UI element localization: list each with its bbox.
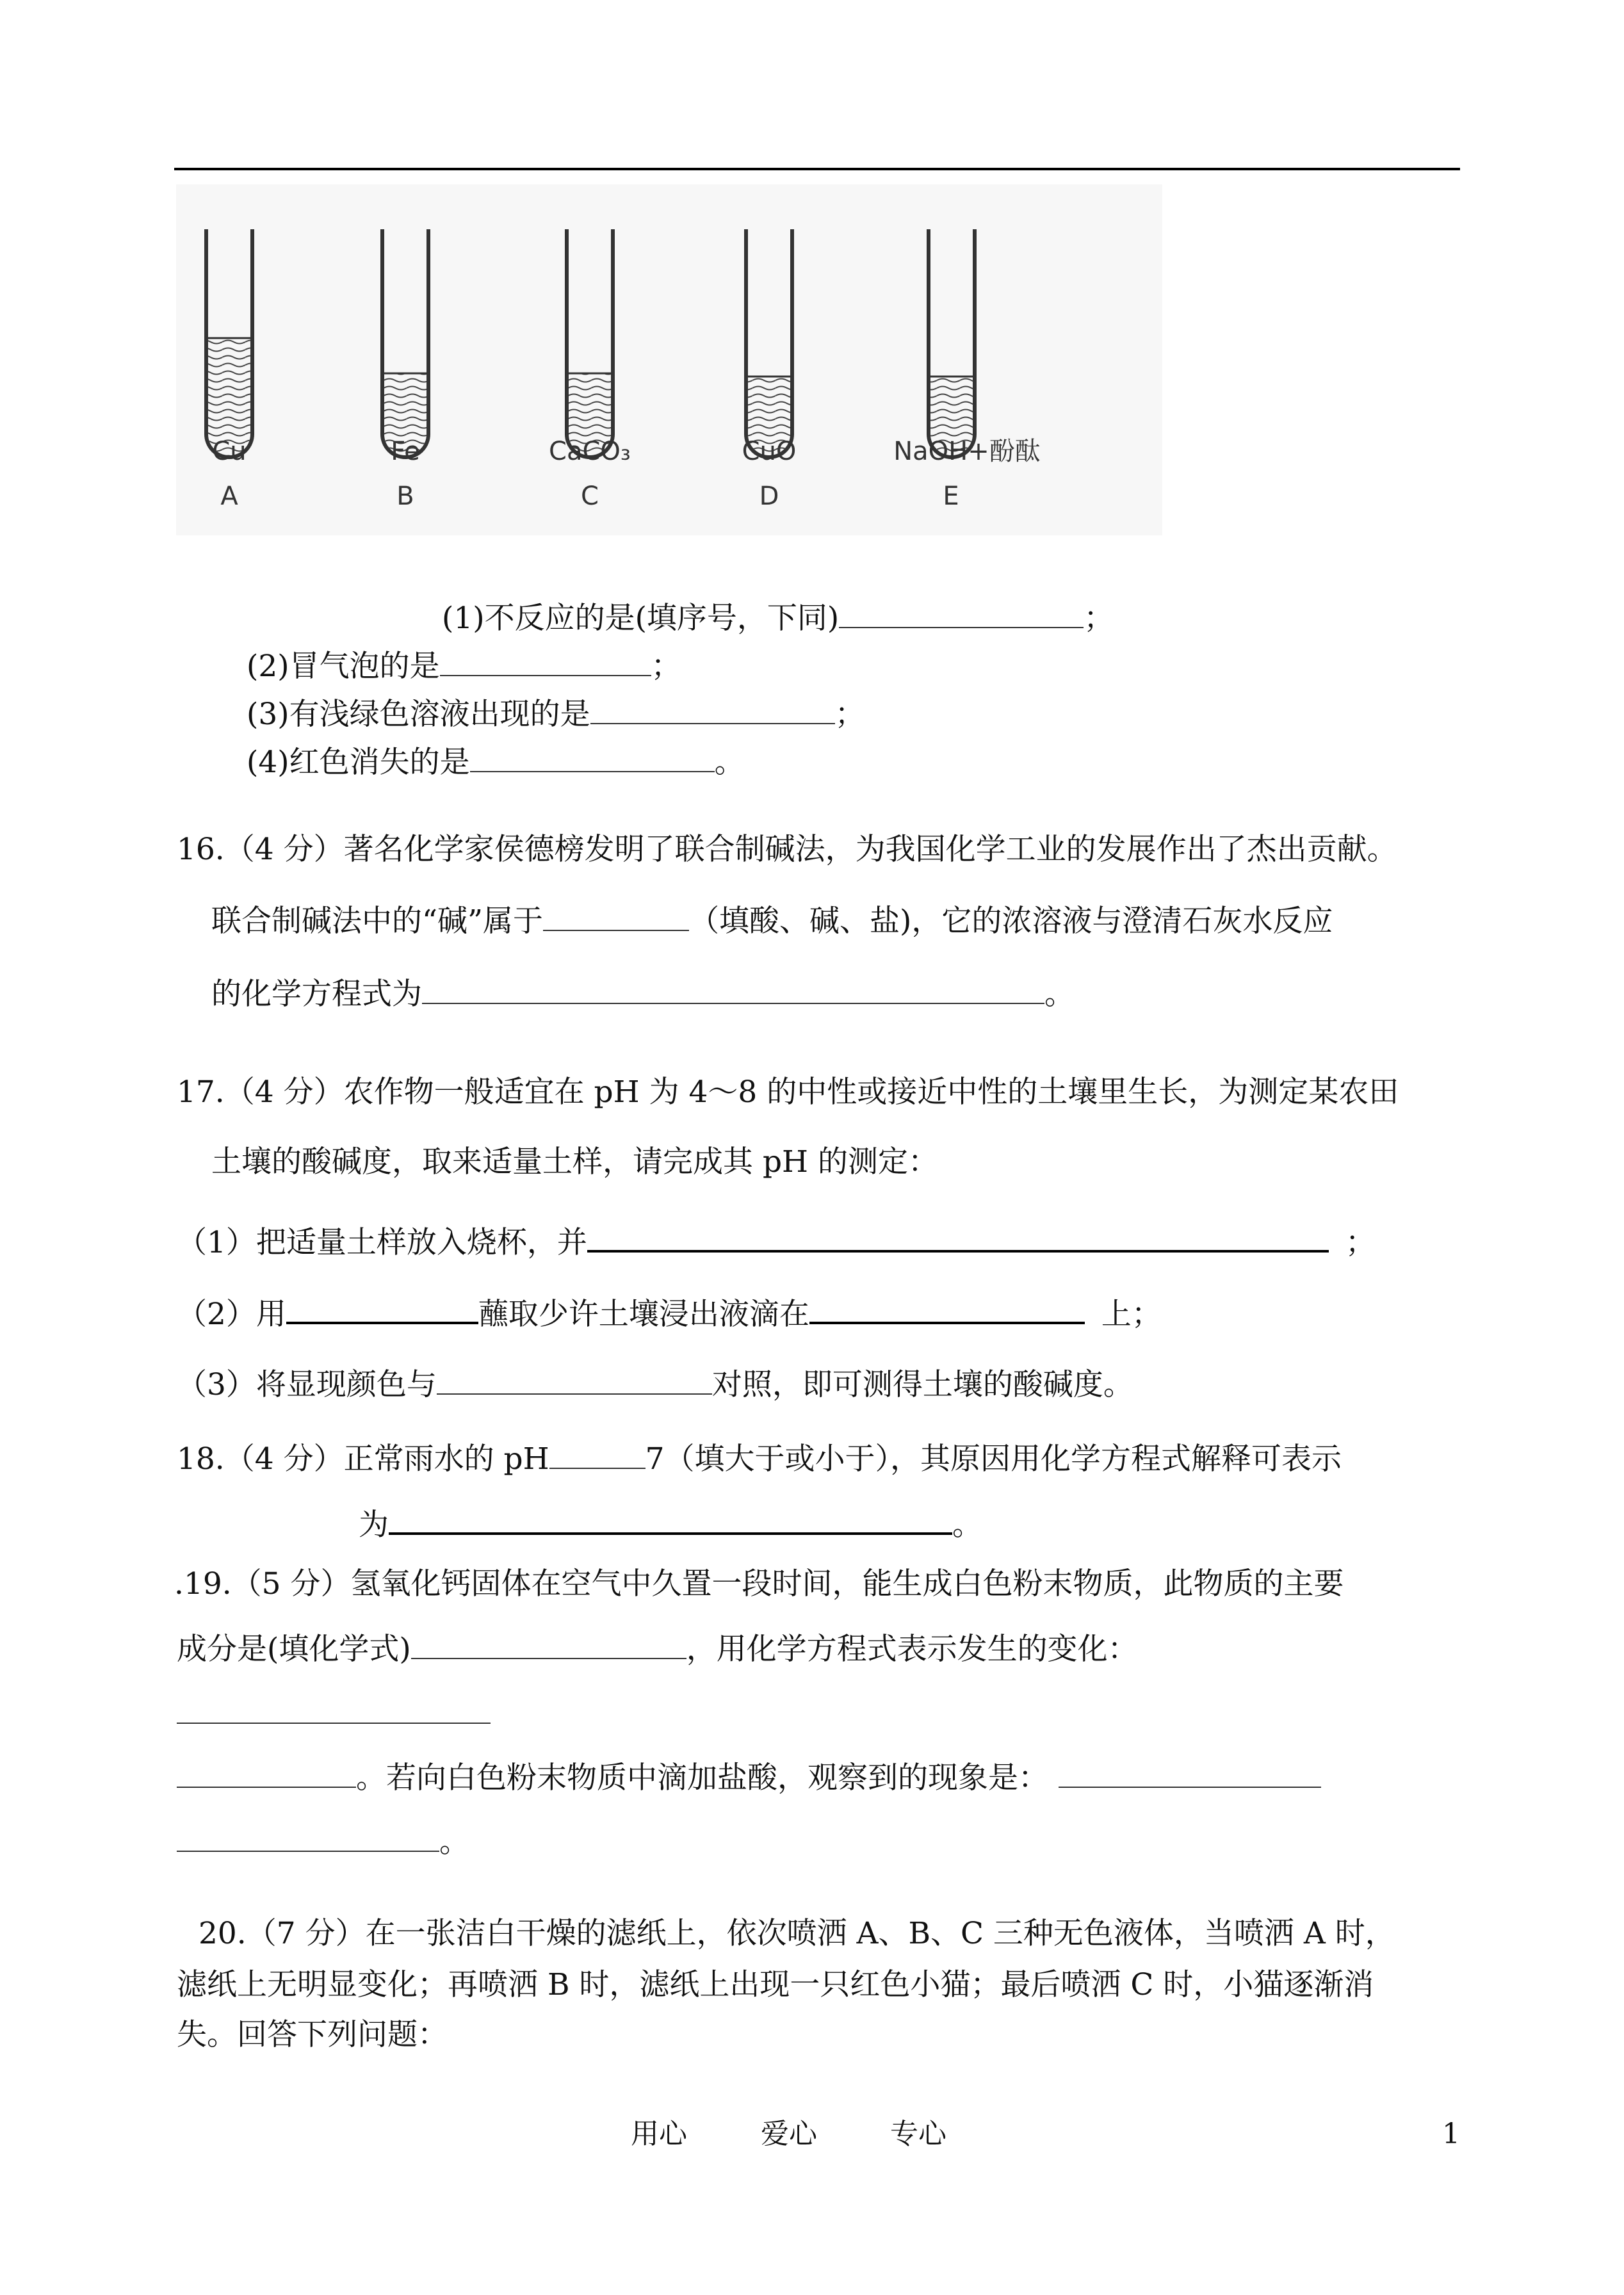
q15-item-2: (2)冒气泡的是 ； bbox=[247, 647, 681, 686]
tube-b-substance: Fe bbox=[391, 437, 420, 466]
page-number: 1 bbox=[1442, 2118, 1460, 2150]
q17-step-1: （1）把适量土样放入烧杯，并 ； bbox=[177, 1222, 1376, 1262]
tube-a-letter: A bbox=[220, 482, 238, 511]
q19-line-2: 成分是(填化学式) ，用化学方程式表示发生的变化： bbox=[177, 1630, 1138, 1669]
tube-b-letter: B bbox=[396, 482, 414, 511]
footer-motto-3: 专心 bbox=[890, 2118, 946, 2150]
q19-line-1: .19.（5 分）氢氧化钙固体在空气中久置一段时间，能生成白色粉末物质，此物质的主要 bbox=[174, 1566, 1344, 1602]
q18-blank-1[interactable] bbox=[549, 1439, 646, 1469]
q15-blank-2[interactable] bbox=[440, 647, 651, 676]
tube-d-substance: CuO bbox=[742, 437, 797, 466]
q17-blank-4[interactable] bbox=[437, 1365, 712, 1395]
q19-line-4: 。若向白色粉末物质中滴加盐酸，观察到的现象是： bbox=[177, 1758, 1321, 1797]
q20-line-3: 失。回答下列问题： bbox=[177, 2017, 448, 2052]
footer-motto-2: 爱心 bbox=[761, 2118, 817, 2150]
tube-e-substance: NaOH+酚酞 bbox=[893, 437, 1041, 466]
q16-line-1: 16.（4 分）著名化学家侯德榜发明了联合制碱法，为我国化学工业的发展作出了杰出贡献。 bbox=[177, 832, 1397, 867]
q19-blank-5[interactable] bbox=[177, 1822, 439, 1852]
q18-blank-2[interactable] bbox=[389, 1504, 952, 1535]
q20-line-1: 20.（7 分）在一张洁白干燥的滤纸上，依次喷洒 A、B、C 三种无色液体，当喷洒 A 时， bbox=[199, 1916, 1395, 1951]
tube-c-letter: C bbox=[581, 482, 599, 511]
test-tubes-figure bbox=[176, 184, 1162, 535]
q17-blank-2[interactable] bbox=[286, 1293, 478, 1324]
footer-motto-1: 用心 bbox=[631, 2118, 687, 2150]
tube-e-letter: E bbox=[943, 482, 959, 511]
q18-line-2: 为 。 bbox=[359, 1504, 982, 1545]
header-rule bbox=[174, 168, 1460, 170]
q15-blank-4[interactable] bbox=[470, 743, 715, 772]
q16-line-3: 的化学方程式为 。 bbox=[211, 975, 1075, 1014]
q16-blank-2[interactable] bbox=[422, 975, 1044, 1004]
q17-line-1: 17.（4 分）农作物一般适宜在 pH 为 4～8 的中性或接近中性的土壤里生长，为测定某农田 bbox=[177, 1075, 1399, 1110]
q19-blank-2[interactable] bbox=[177, 1691, 491, 1724]
q15-item-3: (3)有浅绿色溶液出现的是 ； bbox=[247, 695, 865, 734]
q20-line-2: 滤纸上无明显变化；再喷洒 B 时，滤纸上出现一只红色小猫；最后喷洒 C 时，小猫逐渐消 bbox=[177, 1967, 1374, 2002]
q17-blank-3[interactable] bbox=[809, 1293, 1085, 1324]
q17-line-2: 土壤的酸碱度，取来适量土样，请完成其 pH 的测定： bbox=[211, 1144, 938, 1180]
q19-blank-3[interactable] bbox=[177, 1758, 356, 1788]
q15-item-1: (1)不反应的是(填序号，下同) ； bbox=[442, 599, 1114, 638]
q18-line-1: 18.（4 分）正常雨水的 pH 7（填大于或小于），其原因用化学方程式解释可表示 bbox=[177, 1439, 1342, 1479]
q15-item-4: (4)红色消失的是 。 bbox=[247, 743, 745, 782]
q17-blank-1[interactable] bbox=[587, 1222, 1329, 1253]
q17-step-2: （2）用 蘸取少许土壤浸出液滴在 上； bbox=[177, 1293, 1162, 1334]
q19-line-5: 。 bbox=[177, 1822, 469, 1861]
q16-line-2: 联合制碱法中的“碱”属于 （填酸、碱、盐)，它的浓溶液与澄清石灰水反应 bbox=[211, 902, 1333, 941]
q19-blank-1[interactable] bbox=[411, 1630, 686, 1659]
q15-blank-3[interactable] bbox=[590, 695, 835, 724]
q17-step-3: （3）将显现颜色与 对照，即可测得土壤的酸碱度。 bbox=[177, 1365, 1133, 1404]
q16-blank-1[interactable] bbox=[543, 902, 689, 931]
tube-d-letter: D bbox=[759, 482, 779, 511]
q15-blank-1[interactable] bbox=[839, 599, 1084, 628]
tube-a-substance: Cu bbox=[212, 437, 247, 466]
q19-blank-4[interactable] bbox=[1059, 1758, 1321, 1788]
tube-c-substance: CaCO₃ bbox=[549, 437, 631, 466]
